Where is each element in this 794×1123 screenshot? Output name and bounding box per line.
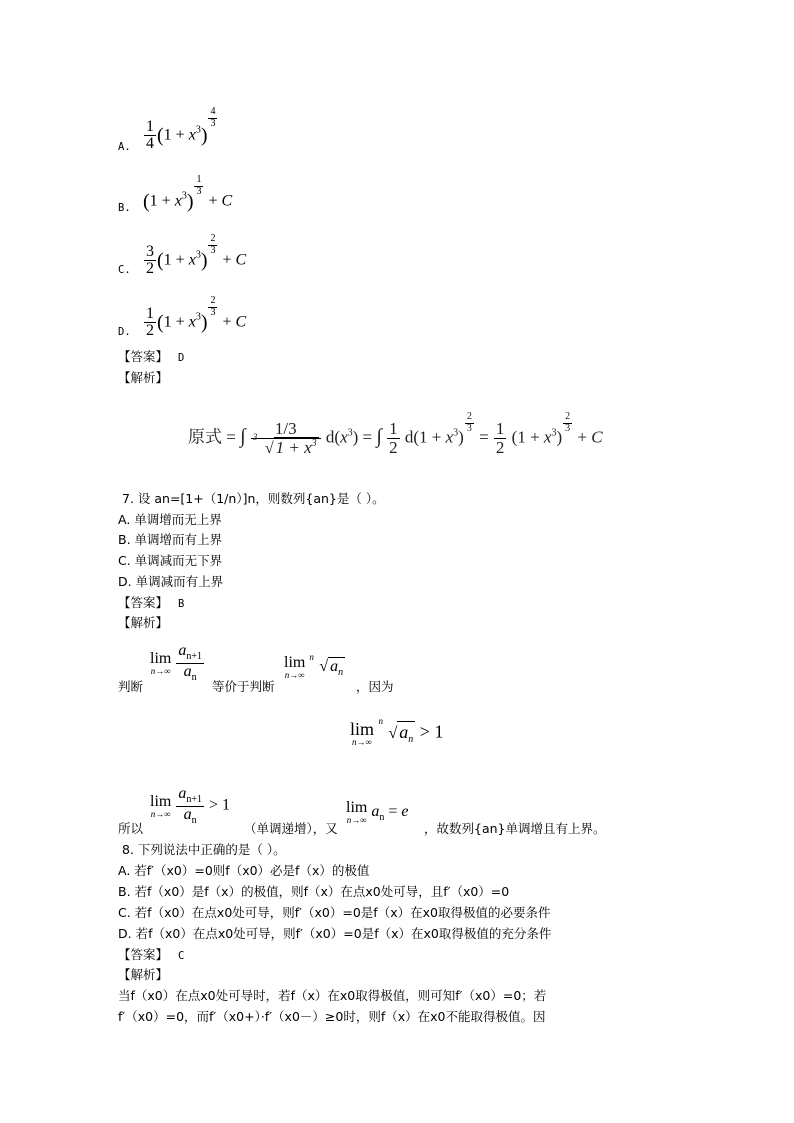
q7-question: 7. 设 an=[1+（1/n）]n，则数列{an}是（ ）。 bbox=[122, 491, 385, 506]
q6-answer-label: 【答案】 bbox=[118, 349, 169, 364]
q6-option-b-label: B. bbox=[118, 202, 131, 214]
q6-formula-lead: 原式 bbox=[188, 427, 222, 448]
q7-line1-b: 等价于判断 bbox=[212, 679, 275, 694]
q8-option-c: C. 若f（x0）在点x0处可导，则f′（x0）=0是f（x）在x0取得极值的必要条件 bbox=[118, 905, 551, 920]
q8-answer bbox=[118, 946, 184, 965]
q8-question: 8. 下列说法中正确的是（ ）。 bbox=[122, 842, 286, 857]
q7-answer-value: B bbox=[178, 598, 185, 610]
q6-option-a-formula: $\frac{1}{4}$ $(1 + x^3)$ $\frac{4}{3}$ bbox=[146, 106, 216, 153]
q6-option-b-formula: $(1 + x^3)$ $\frac{1}{3}$ + C bbox=[143, 174, 233, 213]
q6-option-a-label: A. bbox=[118, 141, 131, 153]
q6-answer bbox=[118, 348, 184, 367]
q7-option-b: B. 单调增而有上界 bbox=[118, 532, 223, 547]
q8-answer-value: C bbox=[178, 950, 185, 962]
q7-line2-c: ，故数列{an}单调增且有上界。 bbox=[424, 821, 606, 836]
q8-option-a: A. 若f′（x0）=0则f（x0）必是f（x）的极值 bbox=[118, 863, 370, 878]
q8-analysis-line-2: f′（x0）=0，而f′（x0+）·f′（x0－）≥0时，则f（x）在x0不能取得极值。因 bbox=[118, 1009, 546, 1024]
q6-option-d-formula: $\frac{1}{2}$ $(1 + x^3)$ $\frac{2}{3}$ + C bbox=[146, 295, 247, 340]
q8-option-d: D. 若f（x0）在点x0处可导，则f′（x0）=0是f（x）在x0取得极值的充分条件 bbox=[118, 926, 552, 941]
q7-root-limit-formula: lim n→∞ n √ $a_n$ bbox=[284, 652, 344, 680]
q7-line1-c: ，因为 bbox=[356, 679, 394, 694]
q7-line1-a: 判断 bbox=[118, 679, 144, 694]
q7-limit-e: lim n→∞ $a_n = e$ bbox=[346, 799, 409, 825]
q6-analysis-label: 【解析】 bbox=[118, 370, 169, 385]
q7-answer-label: 【答案】 bbox=[118, 595, 169, 610]
q7-ratio-inequality: lim n→∞ $\frac{a_{n+1}}{a_n}$ > 1 bbox=[150, 785, 231, 826]
q6-option-d-label: D. bbox=[118, 326, 131, 338]
q6-answer-value: D bbox=[178, 352, 185, 364]
q6-option-c-label: C. bbox=[118, 264, 131, 276]
q6-option-b-const: C bbox=[221, 192, 233, 210]
q6-solution-formula: 原式 = ∫ 1/3 3 √ $1 + x^3$ $d(x^3)$ = ∫ $\frac{1}{2}$ $d(1 + x^3)$ $\frac{2}{3}$ = $\frac{1}{2}$ $(1 + x^3)$ $\frac{2}{3}$ + C bbox=[188, 411, 603, 458]
q7-root-inequality: lim n→∞ n √ $a_n > 1$ bbox=[350, 715, 444, 747]
q7-option-d: D. 单调减而有上界 bbox=[118, 574, 224, 589]
q7-line2-a: 所以 bbox=[118, 821, 144, 836]
q7-option-a: A. 单调增而无上界 bbox=[118, 512, 222, 527]
q7-ratio-limit-formula: lim n→∞ $\frac{a_{n+1}}{a_n}$ bbox=[150, 642, 202, 683]
q8-analysis-line-1: 当f（x0）在点x0处可导时，若f（x）在x0取得极值，则可知f′（x0）=0；若 bbox=[118, 988, 547, 1003]
q8-answer-label: 【答案】 bbox=[118, 947, 169, 962]
q8-option-b: B. 若f（x0）是f（x）的极值，则f（x）在点x0处可导，且f′（x0）=0 bbox=[118, 884, 510, 899]
q7-option-c: C. 单调减而无下界 bbox=[118, 553, 223, 568]
q8-analysis-label: 【解析】 bbox=[118, 967, 169, 982]
q7-line2-b: （单调递增），又 bbox=[244, 821, 338, 836]
q7-analysis-label: 【解析】 bbox=[118, 615, 169, 630]
q6-option-c-formula: $\frac{3}{2}$ $(1 + x^3)$ $\frac{2}{3}$ + C bbox=[146, 233, 247, 278]
q7-answer bbox=[118, 594, 184, 613]
